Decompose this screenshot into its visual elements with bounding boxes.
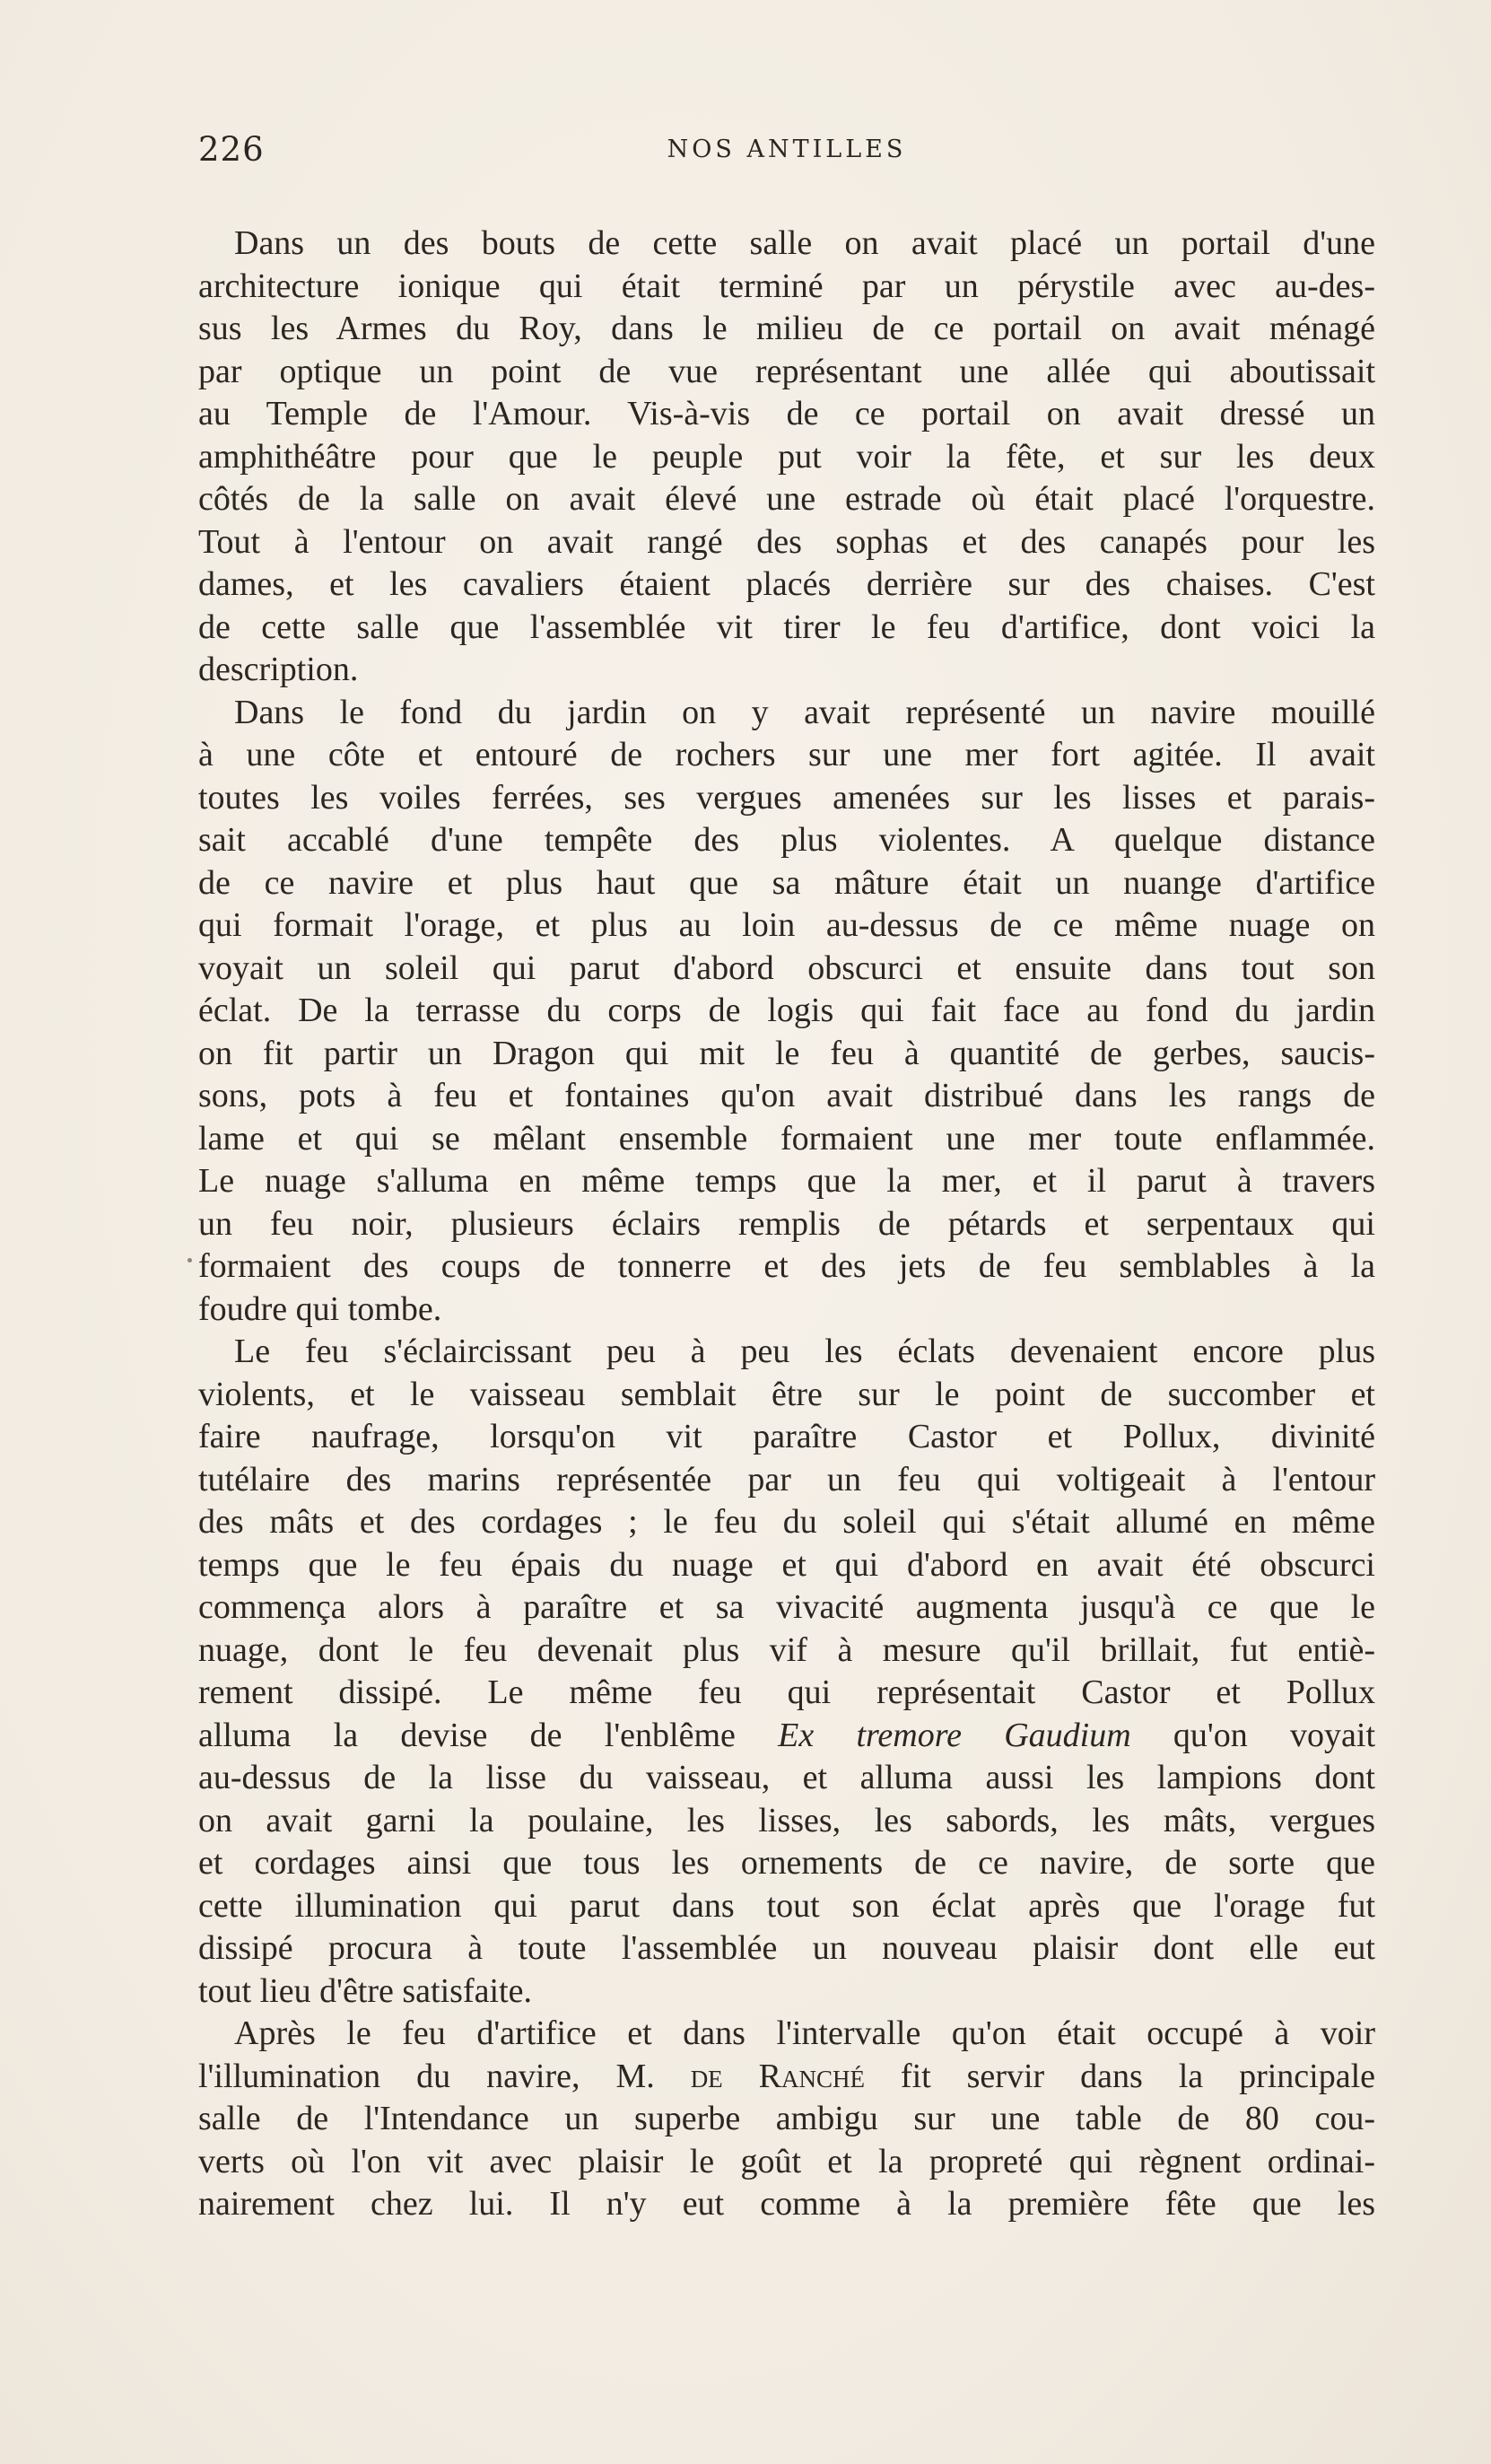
text-line: rement dissipé. Le même feu qui représentait Castor et Pollux xyxy=(198,1673,1375,1711)
motto-before: alluma la devise de l'enblême xyxy=(198,1716,779,1754)
motto-italic: Ex tremore Gaudium xyxy=(778,1716,1131,1754)
text-line: de ce navire et plus haut que sa mâture était un nuange d'artifice xyxy=(198,863,1375,902)
motto-after: qu'on voyait xyxy=(1130,1716,1375,1754)
text-line: salle de l'Intendance un superbe ambigu sur une table de 80 cou- xyxy=(198,2100,1375,2137)
text-line: par optique un point de vue représentant une allée qui aboutissait xyxy=(198,352,1375,390)
text-line: tout lieu d'être satisfaite. xyxy=(198,1971,532,2010)
text-line: des mâts et des cordages ; le feu du soleil qui s'était allumé en même xyxy=(198,1503,1375,1541)
text-line: éclat. De la terrasse du corps de logis qui fait face au fond du jardin xyxy=(198,992,1375,1029)
text-line: formaient des coups de tonnerre et des jets de feu semblables à la xyxy=(198,1247,1375,1285)
text-line: Après le feu d'artifice et dans l'intervalle qu'on était occupé à voir xyxy=(234,2014,1375,2052)
text-line: qui formait l'orage, et plus au loin au-dessus de ce même nuage on xyxy=(198,906,1375,944)
text-line: dames, et les cavaliers étaient placés derrière sur des chaises. C'est xyxy=(198,565,1375,603)
book-title: NOS ANTILLES xyxy=(667,135,907,163)
text-line: Dans le fond du jardin on y avait représenté un navire mouillé xyxy=(234,693,1375,731)
text-line: à une côte et entouré de rochers sur une mer fort agitée. Il avait xyxy=(198,736,1375,773)
text-line: on avait garni la poulaine, les lisses, les sabords, les mâts, vergues xyxy=(198,1801,1375,1839)
text-line: commença alors à paraître et sa vivacité augmenta jusqu'à ce que le xyxy=(198,1588,1375,1626)
text-line: et cordages ainsi que tous les ornements de ce navire, de sorte que xyxy=(198,1844,1375,1882)
text-line: sait accablé d'une tempête des plus violentes. A quelque distance xyxy=(198,821,1375,859)
text-line: au-dessus de la lisse du vaisseau, et alluma aussi les lampions dont xyxy=(198,1759,1375,1796)
margin-mark xyxy=(187,1258,192,1263)
name-suffix: fit servir dans la principale xyxy=(864,2057,1376,2095)
text-line: faire naufrage, lorsqu'on vit paraître Castor et Pollux, divinité xyxy=(198,1418,1375,1455)
text-line: au Temple de l'Amour. Vis-à-vis de ce portail on avait dressé un xyxy=(198,395,1375,433)
text-line: nuage, dont le feu devenait plus vif à mesure qu'il brillait, fut entiè- xyxy=(198,1630,1375,1669)
text-line: Le feu s'éclaircissant peu à peu les éclats devenaient encore plus xyxy=(234,1332,1375,1370)
text-line-name xyxy=(198,2056,1375,2099)
text-line: on fit partir un Dragon qui mit le feu à quantité de gerbes, saucis- xyxy=(198,1034,1375,1072)
text-line: temps que le feu épais du nuage et qui d'abord en avait été obscurci xyxy=(198,1545,1375,1584)
running-head xyxy=(198,127,1375,172)
text-line: Le nuage s'alluma en même temps que la mer, et il parut à travers xyxy=(198,1162,1375,1200)
text-line: Tout à l'entour on avait rangé des sophas et des canapés pour les xyxy=(198,522,1375,561)
text-line: toutes les voiles ferrées, ses vergues amenées sur les lisses et parais- xyxy=(198,778,1375,817)
body-text xyxy=(198,223,1375,2226)
text-line: nairement chez lui. Il n'y eut comme à la première fête que les xyxy=(198,2185,1375,2223)
text-line: violents, et le vaisseau semblait être sur le point de succomber et xyxy=(198,1375,1375,1413)
text-line: lame et qui se mêlant ensemble formaient une mer toute enflammée. xyxy=(198,1119,1375,1158)
text-line: description. xyxy=(198,651,359,688)
text-line: Dans un des bouts de cette salle on avait placé un portail d'une xyxy=(234,224,1375,262)
name-particle: de xyxy=(690,2057,723,2095)
text-line: sus les Armes du Roy, dans le milieu de ce portail on avait ménagé xyxy=(198,310,1375,347)
text-line: foudre qui tombe. xyxy=(198,1289,442,1328)
text-line: de cette salle que l'assemblée vit tirer le feu d'artifice, dont voici la xyxy=(198,607,1375,646)
text-line: amphithéâtre pour que le peuple put voir la fête, et sur les deux xyxy=(198,437,1375,476)
text-line: un feu noir, plusieurs éclairs remplis de pétards et serpentaux qui xyxy=(198,1204,1375,1243)
text-line: architecture ionique qui était terminé par un pérystile avec au-des- xyxy=(198,266,1375,305)
text-line: sons, pots à feu et fontaines qu'on avait distribué dans les rangs de xyxy=(198,1077,1375,1114)
text-line: verts où l'on vit avec plaisir le goût et la propreté qui règnent ordinai- xyxy=(198,2142,1375,2180)
text-line: cette illumination qui parut dans tout son éclat après que l'orage fut xyxy=(198,1886,1375,1925)
name-prefix: l'illumination du navire, M. xyxy=(198,2057,691,2095)
page-number: 226 xyxy=(198,130,265,169)
text-line-motto xyxy=(198,1715,1375,1758)
text-line: dissipé procura à toute l'assemblée un nouveau plaisir dont elle eut xyxy=(198,1929,1375,1967)
text-line: côtés de la salle on avait élevé une estrade où était placé l'orquestre. xyxy=(198,480,1375,518)
name-surname: Ranché xyxy=(758,2057,865,2095)
text-line: voyait un soleil qui parut d'abord obscurci et ensuite dans tout son xyxy=(198,948,1375,987)
text-line: tutélaire des marins représentée par un feu qui voltigeait à l'entour xyxy=(198,1460,1375,1498)
